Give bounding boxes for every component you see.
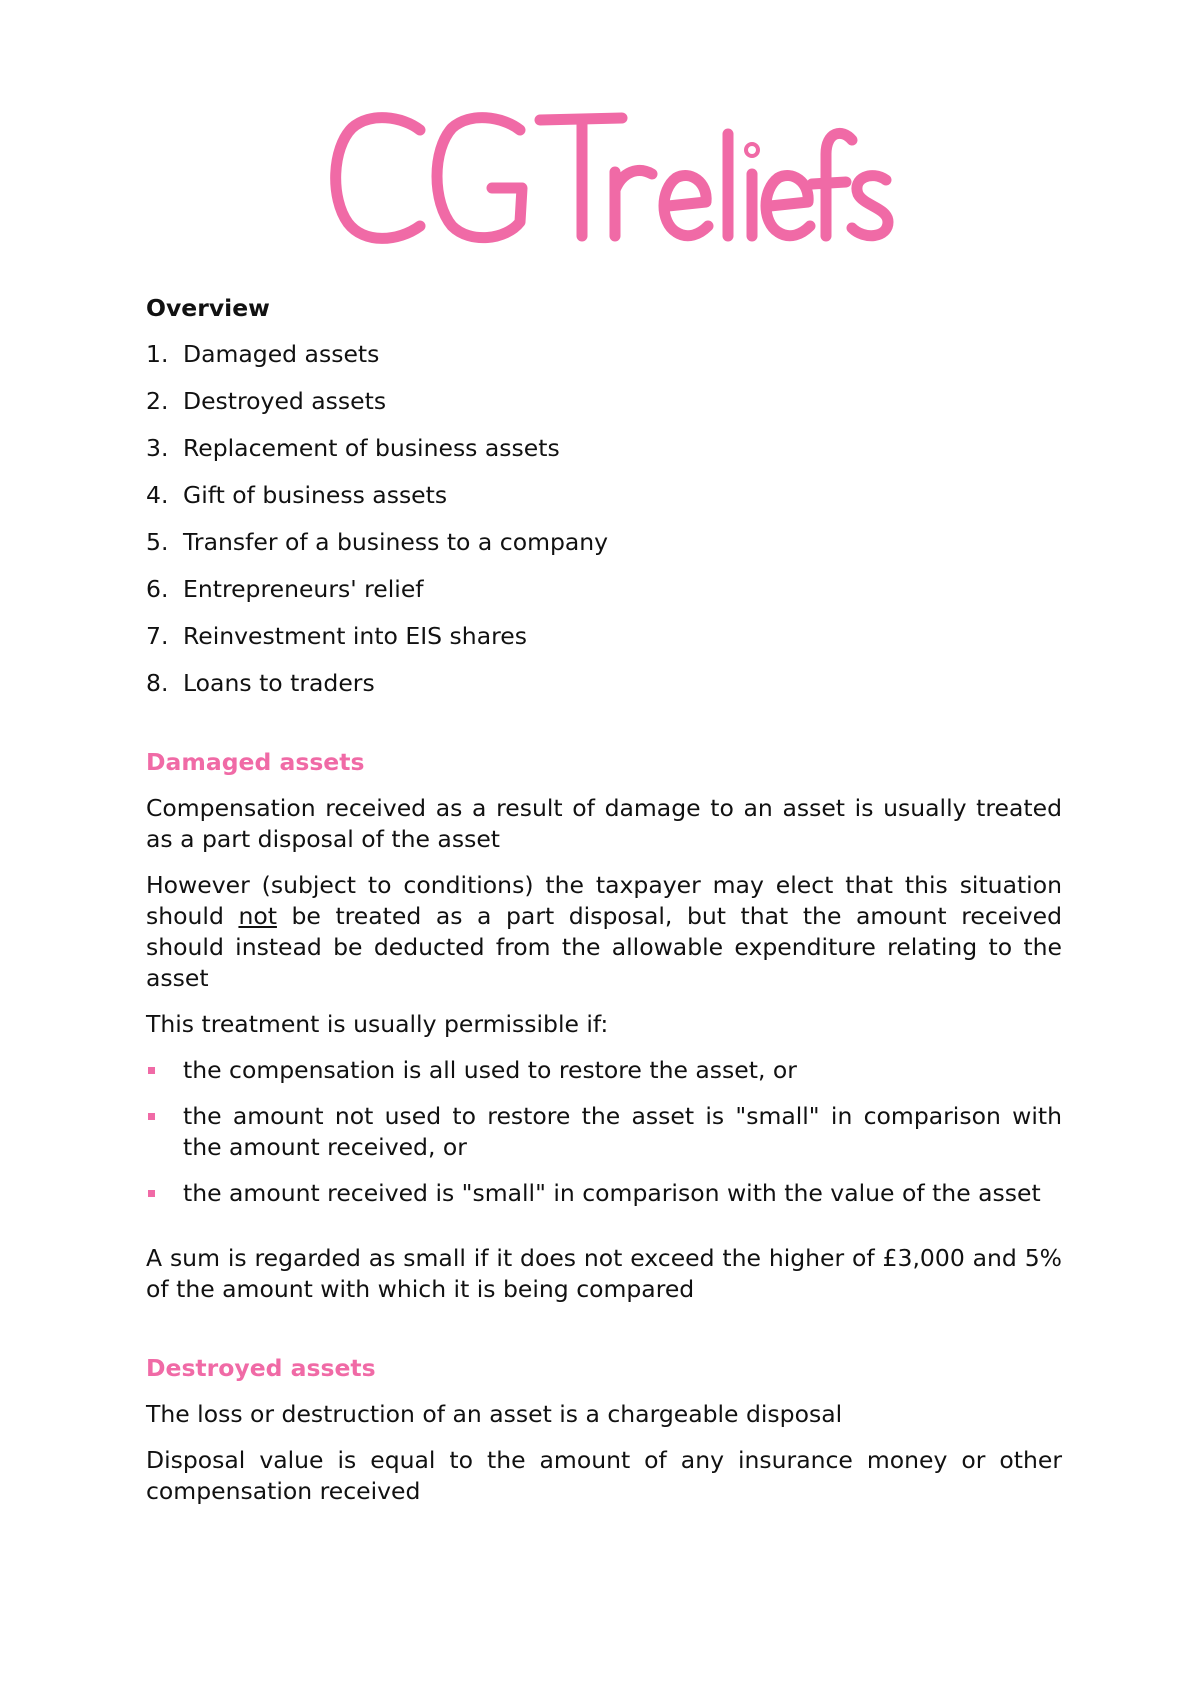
bullet-square-icon [146,1101,183,1163]
overview-item-label: Reinvestment into EIS shares [183,622,527,650]
bullet-square-icon [146,1178,183,1209]
bullet-item [146,1101,1062,1163]
overview-item-label: Loans to traders [183,669,375,697]
overview-item-number: 5. [146,528,169,556]
overview-item-label: Entrepreneurs' relief [183,575,424,603]
overview-item-label: Transfer of a business to a company [183,528,609,556]
bullet-text: the amount received is "small" in comparison with the value of the asset [183,1179,1041,1207]
overview-item-number: 2. [146,387,169,415]
conditions-bullet-list [146,1055,1062,1209]
overview-item-label: Replacement of business assets [183,434,560,462]
overview-item [146,480,1062,511]
bullet-item [146,1178,1062,1209]
paragraph-2-text-before: However (subject to conditions) the taxpayer may elect that this situation should [146,871,1062,930]
destroyed-assets-paragraph-2: Disposal value is equal to the amount of any insurance money or other compensation received [146,1446,1062,1505]
damaged-assets-paragraph-3: This treatment is usually permissible if: [146,1010,609,1038]
title-letter-i-dot [750,148,754,152]
destroyed-assets-paragraph-1: The loss or destruction of an asset is a chargeable disposal [146,1400,843,1428]
title-letter-s [852,176,888,236]
overview-heading: Overview [146,294,270,322]
overview-item-number: 6. [146,575,169,603]
overview-item-number: 1. [146,340,169,368]
overview-item-number: 7. [146,622,169,650]
destroyed-assets-heading: Destroyed assets [146,1354,376,1382]
overview-item [146,668,1062,699]
overview-item [146,433,1062,464]
overview-item-number: 3. [146,434,169,462]
overview-item [146,339,1062,370]
bullet-text: the compensation is all used to restore the asset, or [183,1056,797,1084]
title-letter-c1 [336,118,420,239]
damaged-assets-paragraph-2 [146,870,1062,994]
title-letter-g [437,118,522,238]
title-letter-f [812,133,852,236]
overview-list [146,339,1062,699]
overview-item [146,527,1062,558]
overview-item [146,621,1062,652]
paragraph-2-underlined-not: not [238,902,277,930]
bullet-text: the amount not used to restore the asset is "small" in comparison with the amount received, or [183,1102,1062,1161]
bullet-square-icon [146,1055,183,1086]
title-handwritten-graphic [0,98,1200,258]
overview-item-number: 4. [146,481,169,509]
overview-item-label: Damaged assets [183,340,380,368]
damaged-assets-paragraph-1: Compensation received as a result of damage to an asset is usually treated as a part disposal of the asset [146,794,1062,853]
overview-item [146,386,1062,417]
damaged-assets-paragraph-4: A sum is regarded as small if it does not exceed the higher of £3,000 and 5% of the amount with which it is being compared [146,1244,1062,1303]
title-letter-e2 [766,175,810,235]
overview-item-label: Destroyed assets [183,387,387,415]
overview-item-label: Gift of business assets [183,481,448,509]
document-body [146,293,1062,1522]
bullet-item [146,1055,1062,1086]
document-title [0,98,1200,258]
overview-item [146,574,1062,605]
title-letter-r [615,171,652,236]
damaged-assets-heading: Damaged assets [146,748,365,776]
title-letter-e1 [664,175,708,235]
paragraph-2-text-after: be treated as a part disposal, but that the amount received should instead be deducted from the allowable expenditure relating to the asset [146,902,1063,992]
overview-item-number: 8. [146,669,169,697]
